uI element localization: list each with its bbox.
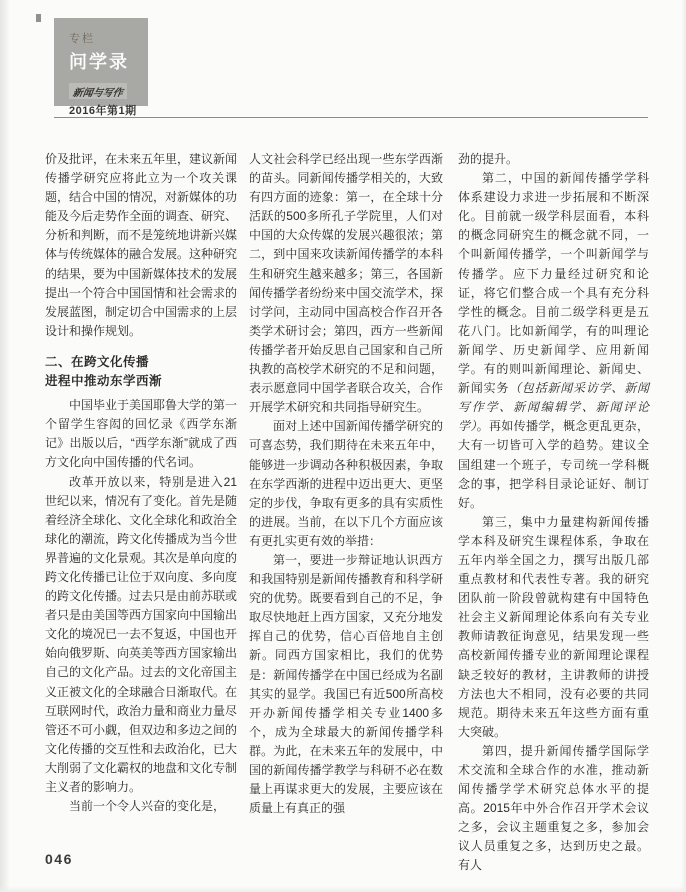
paragraph: [458, 742, 649, 876]
text-segment: 第二，中国的新闻传播学学科体系建设力求进一步拓展和不断深化。目前就一级学科层面看，本科的概念同研究生的概念就不同，一个叫新闻传播学，一个叫新闻学与传播学。应下力量经过研究和论证，将它们整合成一个具有充分科学性的概念。目前二级学科更是五花八门。比如新闻学，有的叫理论新闻学、历史新闻学、应用新闻学。有的则叫新闻理论、新闻史、新闻实务: [458, 171, 649, 396]
text-segment: 面对上述中国新闻传播学研究的可喜态势，我们期待在未来五年中，能够进一步调动各种积极因素，争取在东学西渐的进程中迈出更大、更坚定的步伐，争取有更多的具有实质性的进展。当前，在以下几个方面应该有更扎实更有效的举措：: [249, 419, 443, 548]
scan-artifact-mark: [36, 14, 41, 22]
scan-edge-shadow-right: [681, 0, 686, 892]
text-segment: 第四，提升新闻传播学国际学术交流和全球合作的水准，推动新闻传播学学术研究总体水平的提高。2015年中外合作召开学术会议之多，会议主题重复之多，参加会议人员重复之多，达到历史之最。有人: [458, 743, 649, 873]
journal-logo-text: 新闻与写作: [71, 87, 124, 99]
text-column-2: [249, 150, 443, 818]
paragraph: [249, 150, 443, 417]
text-segment: 价及批评，在未来五年里，建议新闻传播学研究应将此立为一个攻关课题，结合中国的情况，对新媒体的功能及今后走势作全面的调查、研究、分析和判断，而不是笼统地讲新兴媒体与传统媒体的融合发展。这种研究的结果，要为中国新媒体技术的发展提出一个符合中国国情和社会需求的发展蓝图，制定切合中国需求的上层设计和操作规划。: [45, 152, 238, 338]
text-segment: 改革开放以来，特别是进入21世纪以来，情况有了变化。首先是随着经济全球化、文化全球化和政治全球化的潮流，跨文化传播成为当今世界普遍的文化景观。其次是单向度的跨文化传播已让位于双向度、多向度的跨文化传播。过去只是由前苏联或者只是由美国等西方国家向中国输出文化的境况已一去不复返，中国也开始向俄罗斯、向英美等西方国家输出自己的文化产品。过去的文化帝国主义正被文化的全球融合日渐取代。在互联网时代，政治力量和商业力量尽管还不可小觑，但双边和多边之间的文化传播的交互性和去政治化，已大大削弱了文化霸权的地盘和文化专制主义者的影响力。: [45, 474, 238, 794]
text-column-3: [458, 150, 649, 876]
page-number: 046: [45, 851, 73, 867]
text-column-1: [45, 150, 237, 816]
text-segment: 人文社会科学已经出现一些东学西渐的苗头。同新闻传播学相关的，大致有四方面的迹象：第一，在全球十分活跃的500多所孔子学院里，人们对中国的大众传媒的发展兴趣很浓；第二，到中国来攻读新闻传播学的本科生和研究生越来越多；第三，各国新闻传播学者纷纷来中国交流学术，探讨学问，主动同中国高校合作召开各类学术研讨会；第四，西方一些新闻传播学者开始反思自己国家和自己所执教的高校学术研究的不足和问题，表示愿意同中国学者联合攻关，合作开展学术研究和共同指导研究生。: [249, 152, 443, 415]
column-label: 专栏: [69, 33, 95, 45]
text-segment: 第一，要进一步辩证地认识西方和我国特别是新闻传播教育和科学研究的优势。既要看到自己的不足，争取尽快地赶上西方国家，又充分地发挥自己的优势，信心百倍地自主创新。同西方国家相比，我们的优势是：新闻传播学在中国已经成为名副其实的显学。我国已有近500所高校开办新闻传播学相关专业1400多个，成为全球最大的新闻传播学科群。为此，在未来五年的发展中，中国的新闻传播学教学与科研不必在数量上再谋求更大的发展，主要应该在质量上有真正的强: [249, 552, 443, 816]
text-segment: 中国毕业于美国耶鲁大学的第一个留学生容闳的回忆录《西学东渐记》出版以后，“西学东渐”就成了西方文化向中国传播的代名词。: [45, 398, 238, 470]
paragraph: [458, 513, 649, 742]
paragraph: [249, 417, 443, 551]
text-segment: 。再如传播学，概念更乱更杂，大有一切皆可入学的趋势。建议全国组建一个班子，专司统一学科概念的事，把学科目录论证好、制订好。: [458, 419, 649, 510]
header-divider: [54, 117, 648, 118]
column-header-box: [54, 18, 148, 117]
paragraph: [458, 150, 649, 169]
section-title: 问学录: [69, 52, 129, 72]
section-heading: 二、在跨文化传播 进程中推动东学西渐: [45, 354, 163, 389]
text-segment: 第三，集中力量建构新闻传播学本科及研究生课程体系，争取在五年内举全国之力，撰写出版几部重点教材和代表性专著。我的研究团队前一阶段曾就构建有中国特色社会主义新闻理论体系向有关专业教师请教征询意见，结果发现一些高校新闻传播专业的新闻理论课程缺乏较好的教材，主讲教师的讲授方法也大不相同，没有必要的共同规范。期待未来五年这些方面有重大突破。: [458, 514, 649, 739]
journal-logo: [69, 83, 127, 99]
text-segment: 劲的提升。: [458, 152, 519, 166]
paragraph: [45, 797, 237, 816]
scan-edge-shadow-bottom: [0, 886, 686, 892]
italic-text-segment: （包括新闻采访学、新闻写作学、新闻编辑学、新闻评论学）: [458, 381, 649, 434]
issue-label: 2016年第1期: [69, 105, 137, 117]
paragraph: [45, 473, 237, 798]
paragraph: [45, 150, 237, 341]
scan-edge-shadow-left: [0, 0, 10, 892]
paragraph: [458, 169, 649, 513]
paragraph: [249, 551, 443, 818]
text-segment: 当前一个令人兴奋的变化是，: [69, 799, 226, 814]
paragraph: [45, 396, 237, 472]
